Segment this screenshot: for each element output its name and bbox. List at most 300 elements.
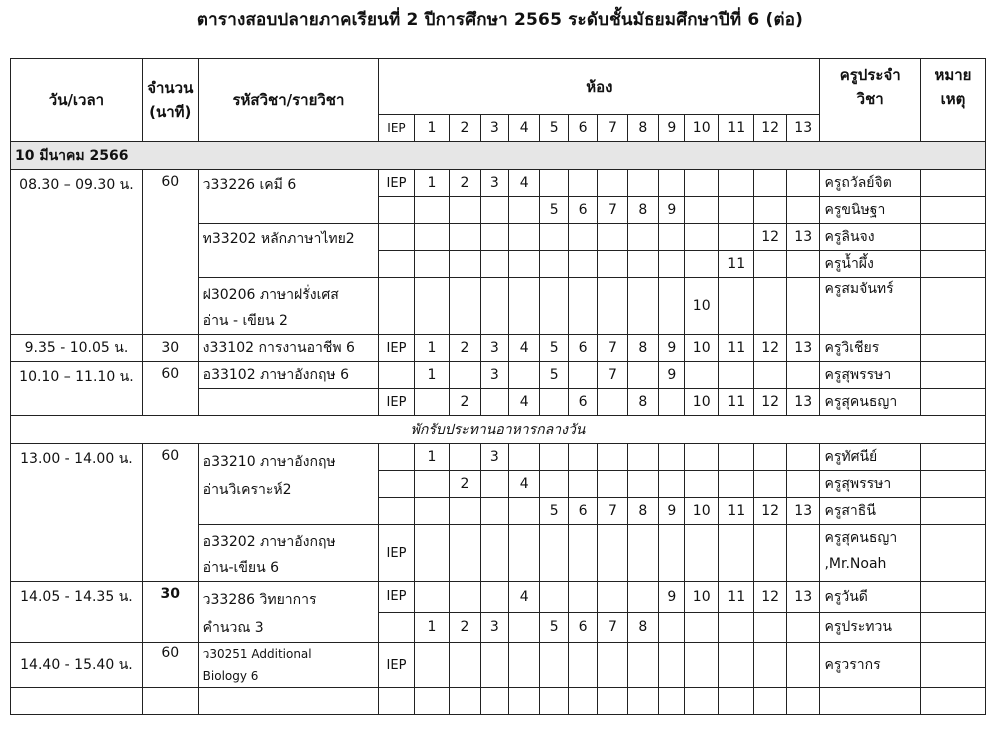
room-cell <box>379 444 415 471</box>
room-cell <box>450 498 480 525</box>
room-header: 5 <box>540 115 568 142</box>
room-cell: 9 <box>659 197 685 224</box>
note-cell <box>920 170 985 197</box>
room-cell: 7 <box>598 362 627 389</box>
room-cell <box>685 251 718 278</box>
room-cell <box>540 278 568 335</box>
room-cell <box>786 612 820 643</box>
room-cell <box>568 643 597 688</box>
room-cell <box>450 582 480 613</box>
room-cell <box>480 197 508 224</box>
room-cell: 2 <box>450 335 480 362</box>
room-header: 12 <box>754 115 786 142</box>
room-cell <box>540 471 568 498</box>
room-cell <box>685 612 718 643</box>
room-cell <box>450 197 480 224</box>
time-slot: 10.10 – 11.10 น. <box>11 362 143 416</box>
room-cell <box>659 224 685 251</box>
room-cell: 1 <box>414 362 450 389</box>
room-cell <box>718 643 754 688</box>
room-cell <box>414 251 450 278</box>
room-cell <box>627 170 658 197</box>
room-cell <box>754 278 786 335</box>
room-cell: 5 <box>540 362 568 389</box>
time-slot: 08.30 – 09.30 น. <box>11 170 143 335</box>
note-cell <box>920 251 985 278</box>
room-cell: 5 <box>540 335 568 362</box>
room-cell <box>450 525 480 582</box>
subject: ง33102 การงานอาชีพ 6 <box>198 335 379 362</box>
room-cell <box>786 471 820 498</box>
room-cell <box>598 582 627 613</box>
room-cell <box>568 582 597 613</box>
room-cell: 6 <box>568 197 597 224</box>
room-cell: 13 <box>786 582 820 613</box>
room-cell <box>627 688 658 715</box>
room-cell <box>659 471 685 498</box>
room-cell <box>786 278 820 335</box>
room-cell: 6 <box>568 389 597 416</box>
room-cell <box>598 251 627 278</box>
room-cell <box>627 224 658 251</box>
teacher: ครูสุคนธญา ,Mr.Noah <box>820 525 920 582</box>
time-slot: 13.00 - 14.00 น. <box>11 444 143 582</box>
room-cell <box>754 197 786 224</box>
note-cell <box>920 278 985 335</box>
duration: 60 <box>142 362 198 416</box>
room-cell: 1 <box>414 612 450 643</box>
room-cell: 13 <box>786 224 820 251</box>
room-cell <box>480 525 508 582</box>
room-cell <box>450 362 480 389</box>
room-cell: 7 <box>598 197 627 224</box>
room-cell: 6 <box>568 498 597 525</box>
subject: อ33102 ภาษาอังกฤษ 6 <box>198 362 379 389</box>
room-cell <box>659 278 685 335</box>
room-cell <box>754 525 786 582</box>
room-cell <box>659 251 685 278</box>
cell <box>820 688 920 715</box>
subject: ว30251 Additional Biology 6 <box>198 643 379 688</box>
room-cell: 9 <box>659 498 685 525</box>
room-cell <box>540 688 568 715</box>
teacher: ครูน้ำผึ้ง <box>820 251 920 278</box>
room-cell <box>414 525 450 582</box>
room-cell <box>540 643 568 688</box>
room-cell: 3 <box>480 444 508 471</box>
room-cell: 3 <box>480 612 508 643</box>
teacher: ครูทัศนีย์ <box>820 444 920 471</box>
room-cell: IEP <box>379 643 415 688</box>
room-cell: 5 <box>540 498 568 525</box>
room-cell <box>509 688 540 715</box>
room-cell <box>627 471 658 498</box>
teacher: ครูสุพรรษา <box>820 362 920 389</box>
room-cell <box>414 643 450 688</box>
room-cell <box>659 688 685 715</box>
room-cell <box>627 278 658 335</box>
note-cell <box>920 612 985 643</box>
room-cell <box>568 224 597 251</box>
room-cell <box>379 278 415 335</box>
teacher: ครูถวัลย์จิต <box>820 170 920 197</box>
room-cell <box>568 525 597 582</box>
room-header: 11 <box>718 115 754 142</box>
subject: อ33210 ภาษาอังกฤษ อ่านวิเคราะห์2 <box>198 444 379 525</box>
room-header: 2 <box>450 115 480 142</box>
room-header: 9 <box>659 115 685 142</box>
room-cell <box>509 498 540 525</box>
room-cell: IEP <box>379 525 415 582</box>
room-cell <box>685 525 718 582</box>
room-cell <box>718 362 754 389</box>
room-cell <box>786 444 820 471</box>
room-cell <box>718 278 754 335</box>
room-cell: 4 <box>509 335 540 362</box>
note-cell <box>920 582 985 613</box>
room-cell: 2 <box>450 612 480 643</box>
room-cell: 1 <box>414 170 450 197</box>
exam-schedule-table <box>10 58 986 715</box>
room-cell <box>627 582 658 613</box>
room-cell: 13 <box>786 335 820 362</box>
room-cell: 10 <box>685 498 718 525</box>
room-cell <box>598 525 627 582</box>
room-cell: IEP <box>379 170 415 197</box>
room-cell <box>598 278 627 335</box>
room-cell <box>627 643 658 688</box>
room-cell: 3 <box>480 170 508 197</box>
room-cell <box>786 688 820 715</box>
room-cell <box>450 688 480 715</box>
room-cell <box>659 643 685 688</box>
room-cell <box>786 362 820 389</box>
room-cell <box>568 278 597 335</box>
room-cell <box>627 251 658 278</box>
room-cell <box>379 688 415 715</box>
cell <box>920 688 985 715</box>
room-cell <box>786 170 820 197</box>
room-cell <box>414 471 450 498</box>
room-cell: 4 <box>509 389 540 416</box>
room-cell <box>540 582 568 613</box>
room-cell <box>480 688 508 715</box>
room-cell: 8 <box>627 197 658 224</box>
room-cell <box>718 444 754 471</box>
room-cell <box>379 362 415 389</box>
room-cell: 4 <box>509 582 540 613</box>
room-cell: 6 <box>568 335 597 362</box>
room-cell: 13 <box>786 389 820 416</box>
room-cell <box>450 643 480 688</box>
room-cell <box>718 197 754 224</box>
room-header: 4 <box>509 115 540 142</box>
room-cell <box>568 362 597 389</box>
room-cell: 11 <box>718 498 754 525</box>
room-header: 6 <box>568 115 597 142</box>
room-cell: 10 <box>685 389 718 416</box>
room-cell: 11 <box>718 389 754 416</box>
room-cell <box>659 444 685 471</box>
room-cell <box>786 197 820 224</box>
note-cell <box>920 643 985 688</box>
teacher: ครูสาธินี <box>820 498 920 525</box>
header-minutes: จำนวน (นาที) <box>142 59 198 142</box>
room-cell: 1 <box>414 335 450 362</box>
room-cell <box>414 278 450 335</box>
room-cell <box>379 498 415 525</box>
page-title: ตารางสอบปลายภาคเรียนที่ 2 ปีการศึกษา 2565 ระดับชั้นมัธยมศึกษาปีที่ 6 (ต่อ) <box>196 10 804 30</box>
room-cell <box>379 471 415 498</box>
room-cell: 9 <box>659 582 685 613</box>
note-cell <box>920 444 985 471</box>
room-cell: 8 <box>627 498 658 525</box>
subject: ว33286 วิทยาการ คำนวณ 3 <box>198 582 379 643</box>
room-cell <box>659 170 685 197</box>
room-cell: 7 <box>598 335 627 362</box>
room-cell <box>480 251 508 278</box>
room-header: 7 <box>598 115 627 142</box>
room-cell: 8 <box>627 389 658 416</box>
room-cell <box>754 643 786 688</box>
room-header: 13 <box>786 115 820 142</box>
teacher: ครูสุคนธญา <box>820 389 920 416</box>
room-cell: 7 <box>598 498 627 525</box>
room-cell <box>450 224 480 251</box>
room-cell: 12 <box>754 335 786 362</box>
room-cell <box>414 582 450 613</box>
time-slot: 14.05 - 14.35 น. <box>11 582 143 643</box>
note-cell <box>920 224 985 251</box>
teacher: ครูลินจง <box>820 224 920 251</box>
room-cell <box>480 582 508 613</box>
room-cell: 2 <box>450 170 480 197</box>
teacher: ครูสุพรรษา <box>820 471 920 498</box>
room-cell: IEP <box>379 335 415 362</box>
room-cell <box>509 362 540 389</box>
room-cell <box>379 251 415 278</box>
room-cell <box>414 389 450 416</box>
room-cell <box>379 197 415 224</box>
room-cell <box>568 471 597 498</box>
teacher: ครูประทวน <box>820 612 920 643</box>
room-cell <box>568 688 597 715</box>
room-cell: 13 <box>786 498 820 525</box>
room-cell <box>786 251 820 278</box>
room-cell: 8 <box>627 335 658 362</box>
room-cell <box>568 444 597 471</box>
header-room: ห้อง <box>379 59 820 115</box>
note-cell <box>920 335 985 362</box>
room-header: 3 <box>480 115 508 142</box>
room-cell <box>718 170 754 197</box>
room-cell <box>718 525 754 582</box>
room-cell: 12 <box>754 498 786 525</box>
room-header: 8 <box>627 115 658 142</box>
room-cell <box>509 197 540 224</box>
room-cell: 7 <box>598 612 627 643</box>
room-cell <box>540 389 568 416</box>
header-date-time: วัน/เวลา <box>11 59 143 142</box>
room-cell <box>540 444 568 471</box>
subject: ท33202 หลักภาษาไทย2 <box>198 224 379 278</box>
room-cell <box>450 278 480 335</box>
room-cell <box>685 643 718 688</box>
room-cell: 6 <box>568 612 597 643</box>
room-cell <box>685 224 718 251</box>
room-cell <box>598 444 627 471</box>
room-cell: 5 <box>540 612 568 643</box>
room-cell: 10 <box>685 335 718 362</box>
room-cell <box>598 170 627 197</box>
room-cell <box>754 471 786 498</box>
teacher: ครูวันดี <box>820 582 920 613</box>
time-slot: 14.40 - 15.40 น. <box>11 643 143 688</box>
room-cell <box>509 643 540 688</box>
room-header: 10 <box>685 115 718 142</box>
room-cell <box>598 471 627 498</box>
room-cell <box>685 688 718 715</box>
room-cell <box>718 471 754 498</box>
room-cell <box>754 362 786 389</box>
room-cell <box>414 224 450 251</box>
room-cell: 10 <box>685 582 718 613</box>
room-cell <box>659 525 685 582</box>
teacher: ครูวรากร <box>820 643 920 688</box>
room-cell <box>718 612 754 643</box>
room-cell <box>509 525 540 582</box>
note-cell <box>920 362 985 389</box>
room-cell <box>414 688 450 715</box>
room-cell: 11 <box>718 582 754 613</box>
room-cell: 12 <box>754 224 786 251</box>
room-cell: 12 <box>754 389 786 416</box>
room-cell <box>509 224 540 251</box>
room-cell: IEP <box>379 582 415 613</box>
room-cell <box>480 643 508 688</box>
room-cell <box>685 170 718 197</box>
room-cell <box>754 688 786 715</box>
room-cell: 1 <box>414 444 450 471</box>
room-cell <box>598 389 627 416</box>
room-cell: 11 <box>718 335 754 362</box>
room-cell <box>598 224 627 251</box>
room-cell <box>568 170 597 197</box>
room-cell: 10 <box>685 278 718 335</box>
room-cell: 12 <box>754 582 786 613</box>
room-cell <box>786 643 820 688</box>
room-cell <box>754 612 786 643</box>
teacher: ครูวิเชียร <box>820 335 920 362</box>
note-cell <box>920 471 985 498</box>
room-cell <box>480 389 508 416</box>
subject <box>198 389 379 416</box>
teacher: ครูขนิษฐา <box>820 197 920 224</box>
subject: อ33202 ภาษาอังกฤษ อ่าน-เขียน 6 <box>198 525 379 582</box>
room-cell <box>480 224 508 251</box>
room-cell <box>627 525 658 582</box>
room-cell: 2 <box>450 389 480 416</box>
room-cell <box>685 444 718 471</box>
room-cell <box>509 444 540 471</box>
room-cell <box>598 688 627 715</box>
room-cell <box>540 251 568 278</box>
room-cell: 3 <box>480 335 508 362</box>
room-cell <box>627 362 658 389</box>
note-cell <box>920 525 985 582</box>
room-cell <box>480 278 508 335</box>
room-cell: 2 <box>450 471 480 498</box>
room-cell <box>480 471 508 498</box>
header-note: หมาย เหตุ <box>920 59 985 142</box>
room-cell <box>685 471 718 498</box>
room-cell: 4 <box>509 170 540 197</box>
room-cell <box>627 444 658 471</box>
room-cell <box>414 498 450 525</box>
room-header: IEP <box>379 115 415 142</box>
room-cell <box>659 389 685 416</box>
subject: ว33226 เคมี 6 <box>198 170 379 224</box>
room-cell <box>379 612 415 643</box>
time-slot: 9.35 - 10.05 น. <box>11 335 143 362</box>
duration: 30 <box>142 335 198 362</box>
room-cell: IEP <box>379 389 415 416</box>
room-cell: 9 <box>659 335 685 362</box>
room-cell <box>598 643 627 688</box>
room-cell <box>754 251 786 278</box>
header-subject: รหัสวิชา/รายวิชา <box>198 59 379 142</box>
duration: 60 <box>142 444 198 582</box>
room-cell <box>754 444 786 471</box>
note-cell <box>920 389 985 416</box>
room-header: 1 <box>414 115 450 142</box>
room-cell: 3 <box>480 362 508 389</box>
duration: 60 <box>142 643 198 688</box>
subject: ฝ30206 ภาษาฝรั่งเศส อ่าน - เขียน 2 <box>198 278 379 335</box>
room-cell <box>414 197 450 224</box>
room-cell: 4 <box>509 471 540 498</box>
room-cell <box>540 224 568 251</box>
teacher: ครูสมจันทร์ <box>820 278 920 335</box>
lunch-break: พักรับประทานอาหารกลางวัน <box>11 416 986 444</box>
room-cell <box>509 251 540 278</box>
duration: 60 <box>142 170 198 335</box>
room-cell <box>685 362 718 389</box>
room-cell <box>659 612 685 643</box>
room-cell: 9 <box>659 362 685 389</box>
room-cell <box>540 170 568 197</box>
room-cell <box>450 444 480 471</box>
room-cell <box>754 170 786 197</box>
room-cell: 8 <box>627 612 658 643</box>
room-cell <box>509 278 540 335</box>
room-cell: 11 <box>718 251 754 278</box>
room-cell <box>540 525 568 582</box>
header-teacher: ครูประจำ วิชา <box>820 59 920 142</box>
exam-date: 10 มีนาคม 2566 <box>11 142 986 170</box>
duration: 30 <box>142 582 198 643</box>
room-cell <box>379 224 415 251</box>
note-cell <box>920 197 985 224</box>
room-cell <box>718 688 754 715</box>
note-cell <box>920 498 985 525</box>
room-cell <box>509 612 540 643</box>
room-cell <box>450 251 480 278</box>
room-cell <box>685 197 718 224</box>
room-cell <box>786 525 820 582</box>
room-cell <box>480 498 508 525</box>
room-cell <box>568 251 597 278</box>
